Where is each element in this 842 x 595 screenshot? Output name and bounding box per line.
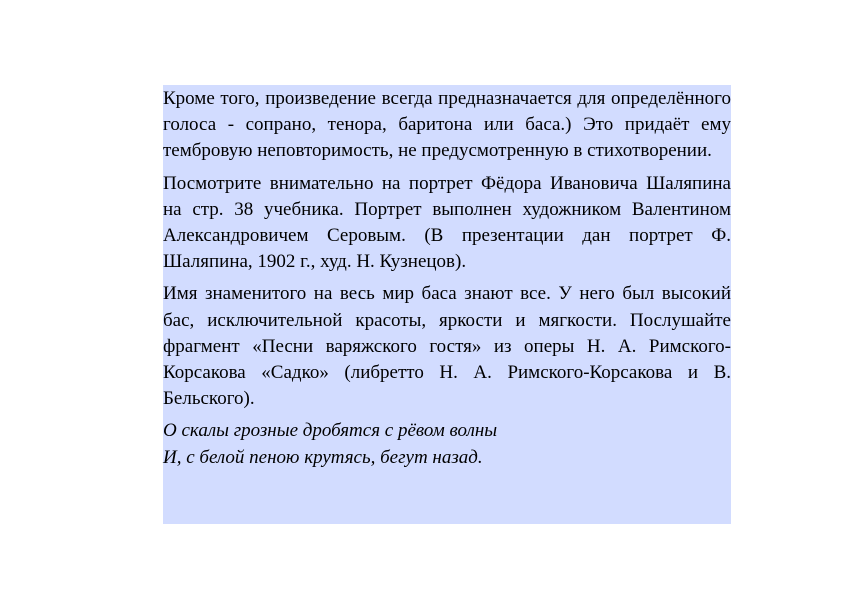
paragraph-bass-singer: Имя знаменитого на весь мир баса знают все. У него был высокий бас, исключительной красоты, яркости и мягкости. Послушайте фрагмент «Песни варяжского гостя» из оперы Н. А. Римского-Корсакова «Садко» (либретто Н. А. Римского-Корсакова и В. Бельского). bbox=[163, 283, 731, 410]
poem-line: О скалы грозные дробятся с рёвом волны bbox=[163, 420, 498, 442]
paragraph-voice-types: Кроме того, произведение всегда предназначается для определённого голоса - сопрано, тенора, баритона или баса.) Это придаёт ему тембровую неповторимость, не предусмотренную в стихотворении. bbox=[163, 88, 731, 162]
paragraph-portrait: Посмотрите внимательно на портрет Фёдора Ивановича Шаляпина на стр. 38 учебника. Портрет выполнен художником Валентином Александровичем Серовым. (В презентации дан портрет Ф. Шаляпина, 1902 г., худ. Н. Кузнецов). bbox=[163, 172, 731, 273]
poem-quote bbox=[163, 418, 731, 470]
poem-line: И, с белой пеною крутясь, бегут назад. bbox=[163, 446, 483, 468]
text-block bbox=[163, 85, 731, 524]
